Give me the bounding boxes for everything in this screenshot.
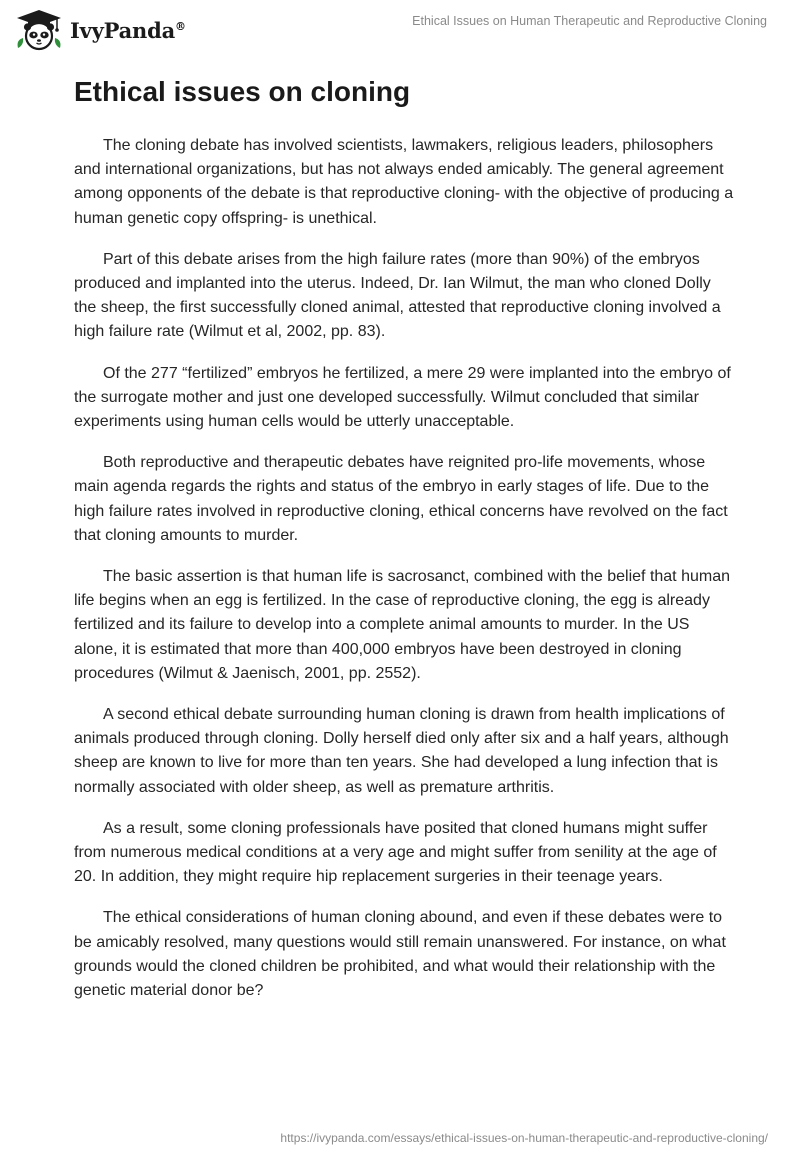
paragraph: The ethical considerations of human cloning abound, and even if these debates were to be amicably resolved, many questions would still remain unanswered. For instance, on what grounds would the cloned children be prohibited, and what would their relationship with the genetic material donor be? xyxy=(74,909,726,1000)
paragraph: As a result, some cloning professionals have posited that cloned humans might suffer from numerous medical conditions at a very age and might suffer from senility at the age of 20. In addition, they might require hip replacement surgeries in their teenage years. xyxy=(74,819,717,886)
paragraph: A second ethical debate surrounding human cloning is drawn from health implications of animals produced through cloning. Dolly herself died only after six and a half years, although sheep are known to live for more than ten years. She had developed a lung infection that is normally associated with older sheep, as well as premature arthritis. xyxy=(74,706,729,796)
page-header xyxy=(0,0,800,60)
paragraph: The basic assertion is that human life is sacrosanct, combined with the belief that human life begins when an egg is fertilized. In the case of reproductive cloning, the egg is already fertilized and its failure to develop into a complete animal amounts to murder. In the US alone, it is estimated that more than 400,000 embryos have been destroyed in cloning procedures (Wilmut & Jaenisch, 2001, pp. 2552). xyxy=(74,568,730,682)
paragraph: Both reproductive and therapeutic debates have reignited pro-life movements, whose main agenda regards the rights and status of the embryo in early stages of life. Due to the high failure rates involved in reproductive cloning, ethical concerns have revolved on the fact that cloning amounts to murder. xyxy=(74,454,728,544)
panda-graduate-icon xyxy=(14,8,64,52)
ivypanda-logo[interactable] xyxy=(14,8,186,52)
document-title: Ethical Issues on Human Therapeutic and Reproductive Cloning xyxy=(412,14,767,28)
article-body xyxy=(74,72,734,1020)
brand-name: IvyPanda® xyxy=(70,17,186,43)
paragraph: The cloning debate has involved scientists, lawmakers, religious leaders, philosophers and international organizations, but has not always ended amicably. The general agreement among opponents of the debate is that reproductive cloning- with the objective of producing a human genetic copy offspring- is unethical. xyxy=(74,137,734,227)
paragraph: Part of this debate arises from the high failure rates (more than 90%) of the embryos produced and implanted into the uterus. Indeed, Dr. Ian Wilmut, the man who cloned Dolly the sheep, the first successfully cloned animal, attested that reproductive cloning involved a high failure rate (Wilmut et al, 2002, pp. 83). xyxy=(74,250,721,341)
source-url-link[interactable]: https://ivypanda.com/essays/ethical-issues-on-human-therapeutic-and-reproductive-cloning/ xyxy=(280,1131,768,1145)
paragraph: Of the 277 “fertilized” embryos he fertilized, a mere 29 were implanted into the embryo of the surrogate mother and just one developed successfully. Wilmut concluded that similar experiments using human cells would be utterly unacceptable. xyxy=(74,364,731,431)
article-heading: Ethical issues on cloning xyxy=(74,76,411,107)
